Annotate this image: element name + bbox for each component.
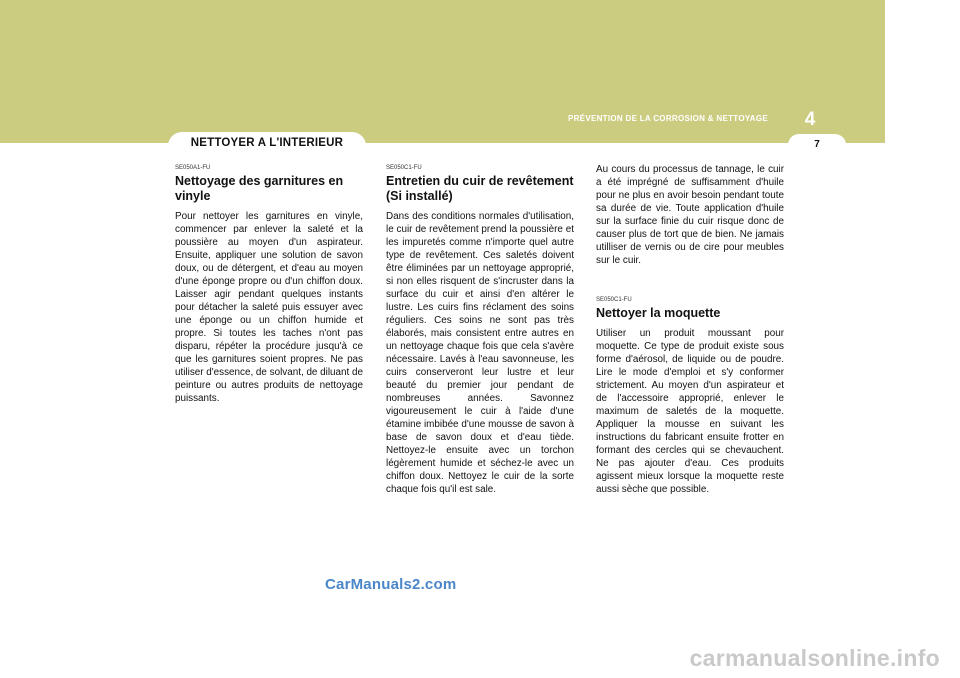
section-code: SE050C1-FU (596, 297, 632, 303)
heading-leather: Entretien du cuir de revêtement (Si installé) (386, 174, 574, 203)
column-carpet (596, 163, 784, 496)
paragraph-leather-continued: Au cours du processus de tannage, le cuir a été imprégné de suffisamment d'huile pour ne plus en avoir besoin pendant toute sa durée de vie. Toute application d'huile sur la surface finie du cuir risque donc de causer plus de tort que de bien. Ne jamais utilliser de vernis ou de cire pour meubles sur le cuir. (596, 164, 784, 266)
chapter-title: PRÉVENTION DE LA CORROSION & NETTOYAGE (567, 114, 768, 123)
column-vinyl (175, 165, 363, 405)
paragraph-vinyl: Pour nettoyer les garnitures en vinyle, commencer par enlever la saleté et la poussière au moyen d'un aspirateur. Ensuite, appliquer une solution de savon doux, ou de détergent, et d'eau au moyen d'une éponge propre ou d'un chiffon doux. Laisser agir pendant quelques instants pour détacher la saleté puis essuyer avec une éponge ou un chiffon humide et propre. Si toutes les taches n'ont pas disparu, répéter la procédure jusqu'à ce que les garnitures soient propres. Ne pas utiliser d'essence, de solvant, de diluant de peinture ou autres produits de nettoyage puissants. (175, 211, 363, 404)
carmanuals-watermark[interactable]: CarManuals2.com (325, 576, 457, 593)
chapter-number: 4 (804, 109, 816, 130)
heading-carpet: Nettoyer la moquette (596, 306, 721, 320)
site-watermark: carmanualsonline.info (689, 645, 940, 671)
section-title: NETTOYER A L'INTERIEUR (190, 137, 344, 149)
paragraph-leather: Dans des conditions normales d'utilisation, le cuir de revêtement prend la poussière et les impuretés comme n'importe quel autre type de revêtement. Ces saletés doivent être éliminées par un nettoyage approprié, si non elles risquent de s'incruster dans la surface du cuir et ainsi d'en altérer le lustre. Les cuirs fins réclament des soins réguliers. Ces soins ne sont pas très élaborés, mais consistent entre autres en un nettoyage chaque fois que cela s'avère nécessaire. Lavés à l'eau savonneuse, les cuirs conserveront leur lustre et leur beauté du premier jour pendant de nombreuses années. Savonnez vigoureusement le cuir à l'aide d'une étamine imbibée d'une mousse de savon à base de savon doux et d'eau tiède. Nettoyez-le ensuite avec un torchon légèrement humide et séchez-le avec un chiffon doux. Nettoyez le cuir de la sorte chaque fois qu'il est sale. (386, 211, 574, 495)
section-code: SE050C1-FU (386, 165, 422, 171)
column-leather (386, 165, 574, 496)
section-code: SE050A1-FU (175, 165, 211, 171)
page-number: 7 (814, 139, 820, 150)
heading-vinyl: Nettoyage des garnitures en vinyle (175, 174, 344, 203)
paragraph-carpet: Utiliser un produit moussant pour moquette. Ce type de produit existe sous forme d'aérosol, de liquide ou de poudre. Lire le mode d'emploi et s'y conformer strictement. Au moyen d'un aspirateur et de l'accessoire approprié, enlever le maximum de saletés de la moquette. Appliquer la mousse en suivant les instructions du fabricant ensuite frotter en formant des cercles qui se chevauchent. Ne pas ajouter d'eau. Ces produits agissent mieux lorsque la moquette reste aussi sèche que possible. (596, 328, 784, 495)
